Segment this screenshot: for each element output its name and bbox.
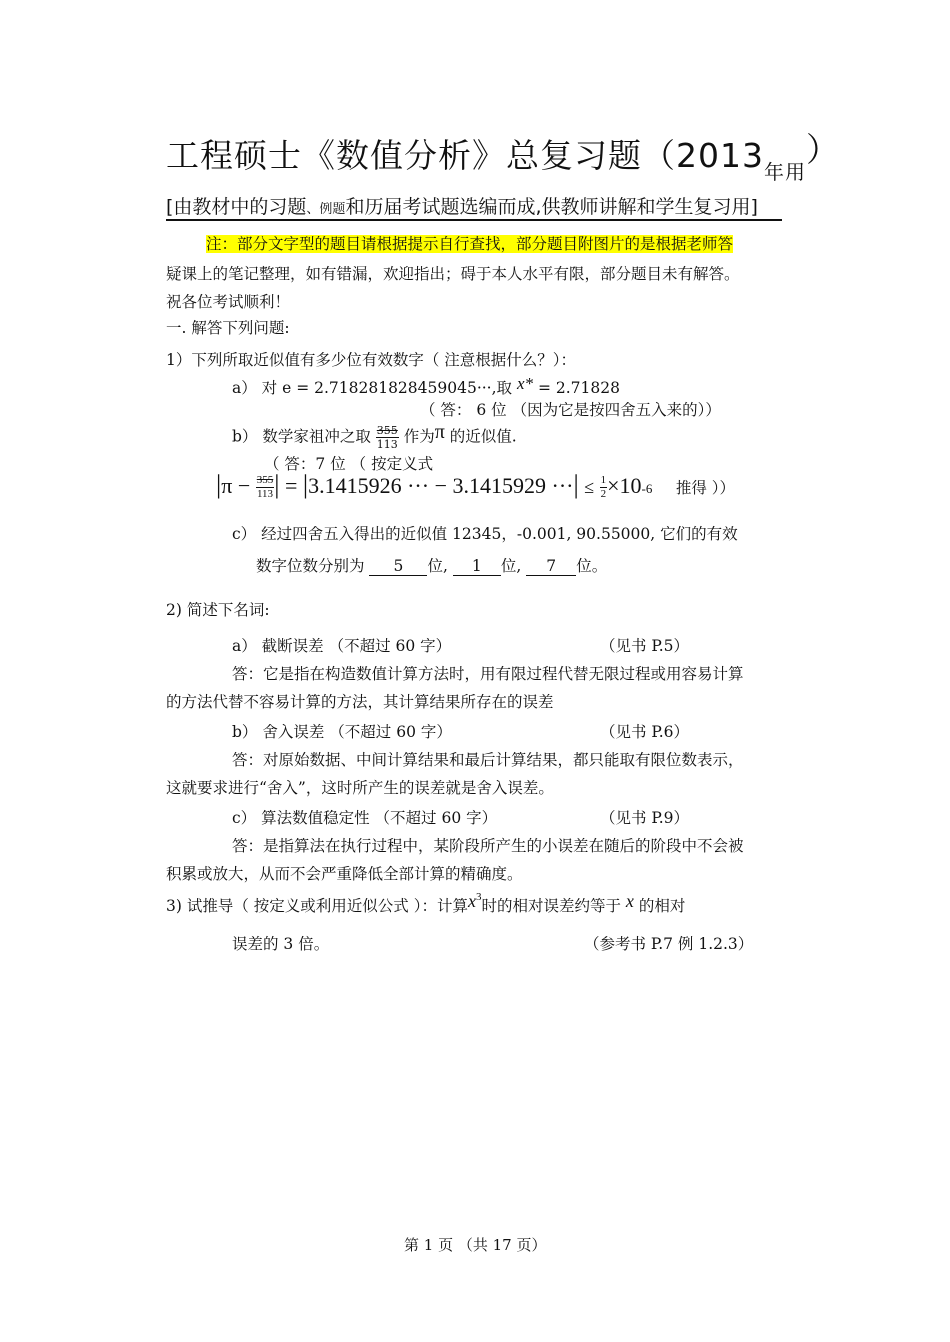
q1-b-mid: 作为	[403, 427, 435, 446]
title-main: 工程硕士《数值分析》总复习题（2013	[166, 136, 764, 175]
formula-num: 355	[256, 474, 274, 487]
q2-b-ref: （见书 P.6）	[600, 723, 690, 741]
q2-b-answer-1: 答：对原始数据、中间计算结果和最后计算结果，都只能取有限位数表示，	[232, 751, 744, 769]
page-title	[166, 130, 840, 184]
q3-mid: 时的相对误差约等于	[481, 897, 621, 915]
q1-a	[232, 376, 620, 398]
q1-stem: 1）下列所取近似值有多少位有效数字（ 注意根据什么？）：	[166, 351, 577, 369]
q1-b-prefix: b） 数学家祖冲之取	[232, 427, 371, 446]
formula-minus2: −	[434, 473, 448, 498]
answer-blank-2: 1	[453, 557, 501, 576]
q2-c-answer-1: 答：是指算法在执行过程中，某阶段所产生的小误差在随后的阶段中不会被	[232, 837, 744, 855]
frac-num: 355	[376, 424, 398, 437]
q1-c-prefix: 数字位数分别为	[256, 557, 365, 575]
q2-a-answer-2: 的方法代替不容易计算的方法，其计算结果所存在的误差	[166, 693, 554, 711]
subtitle-part2: 、例题	[306, 202, 346, 217]
formula-half	[600, 474, 608, 501]
section-heading: 一. 解答下列问题:	[166, 319, 290, 337]
q3-ref: （参考书 P.7 例 1.2.3）	[584, 935, 754, 953]
q3-prefix: 3) 试推导（ 按定义或利用近似公式 ）：计算	[166, 897, 468, 915]
formula-tail: 推得 ））	[675, 479, 736, 497]
formula-half-den: 2	[600, 488, 607, 501]
subtitle-part1: [由教材中的习题	[166, 196, 307, 218]
x-star: x*	[516, 374, 534, 393]
q1-a-answer: （ 答： 6 位 （因为它是按四舍五入来的））	[420, 401, 721, 419]
q1-c-line1: c） 经过四舍五入得出的近似值 12345，-0.001, 90.55000, 它们的有效	[232, 525, 738, 543]
formula-exp: -6	[641, 481, 653, 496]
title-close: ）	[805, 130, 840, 169]
frac-den: 113	[376, 438, 398, 451]
formula-minus: −	[237, 473, 251, 498]
formula-times: ×10	[607, 473, 642, 498]
answer-blank-3: 7	[526, 557, 576, 576]
formula-a: 3.1415926 ···	[308, 473, 430, 498]
q2-a-ref: （见书 P.5）	[600, 637, 690, 655]
unit-3: 位。	[576, 557, 608, 575]
x3-base: x	[467, 891, 476, 911]
note-line-1	[206, 232, 733, 254]
q3-line2: 误差的 3 倍。	[232, 935, 330, 953]
pi-symbol: π	[434, 420, 445, 443]
pi-error-formula: |π − $\frac{355}{113}$ | = |3.1415926 ··· − 3.1415929 ···| ≤ $\frac{1}{2}$ ×10-6 推得 ））	[216, 470, 736, 501]
q2-c-label: c） 算法数值稳定性 （不超过 60 字）	[232, 809, 498, 827]
title-suffix: 年用	[763, 160, 806, 184]
answer-blank-1: 5	[369, 557, 427, 576]
note-highlight: 注：部分文字型的题目请根据提示自行查找，部分题目附图片的是根据老师答	[206, 235, 734, 253]
q1-a-prefix: a） 对 e = 2.718281828459045···,取	[232, 379, 513, 397]
q3-suffix: 的相对	[638, 897, 686, 915]
formula-fraction	[256, 474, 275, 501]
title-divider	[166, 219, 782, 221]
x-cubed	[468, 891, 482, 911]
note-line-2: 疑课上的笔记整理，如有错漏，欢迎指出；碍于本人水平有限，部分题目未有解答。	[166, 265, 740, 283]
page-footer: 第 1 页 （共 17 页）	[404, 1236, 547, 1254]
formula-le: ≤	[584, 477, 595, 497]
x3-exp: 3	[475, 891, 482, 903]
q2-a-label: a） 截断误差 （不超过 60 字）	[232, 637, 452, 655]
formula-half-num: 1	[600, 474, 607, 487]
q2-c-ref: （见书 P.9）	[600, 809, 690, 827]
fraction-355-113	[376, 424, 399, 451]
q2-stem: 2) 简述下名词:	[166, 601, 270, 619]
formula-den: 113	[256, 488, 274, 501]
x-var: x	[625, 891, 634, 911]
unit-2: 位,	[500, 557, 522, 575]
q2-c-answer-2: 积累或放大，从而不会严重降低全部计算的精确度。	[166, 865, 523, 883]
q1-a-eq: = 2.71828	[537, 379, 620, 397]
subtitle	[166, 192, 758, 219]
subtitle-part3: 和历届考试题选编而成,供教师讲解和学生复习用]	[345, 196, 758, 218]
q2-a-answer-1: 答：它是指在构造数值计算方法时，用有限过程代替无限过程或用容易计算	[232, 665, 744, 683]
q1-b	[232, 420, 517, 451]
q2-b-label: b） 舍入误差 （不超过 60 字）	[232, 723, 452, 741]
q3-line1	[166, 891, 686, 916]
unit-1: 位,	[427, 557, 448, 575]
q1-b-suffix: 的近似值.	[449, 427, 517, 446]
note-line-3: 祝各位考试顺利！	[166, 293, 291, 311]
q1-b-answer-intro: （ 答：7 位 （ 按定义式	[264, 455, 434, 473]
formula-eq: =	[284, 473, 298, 498]
q1-c-line2	[256, 554, 607, 576]
formula-pi: π	[221, 473, 233, 498]
q2-b-answer-2: 这就要求进行“舍入”，这时所产生的误差就是舍入误差。	[166, 779, 554, 797]
formula-b: 3.1415929 ···	[452, 473, 574, 498]
